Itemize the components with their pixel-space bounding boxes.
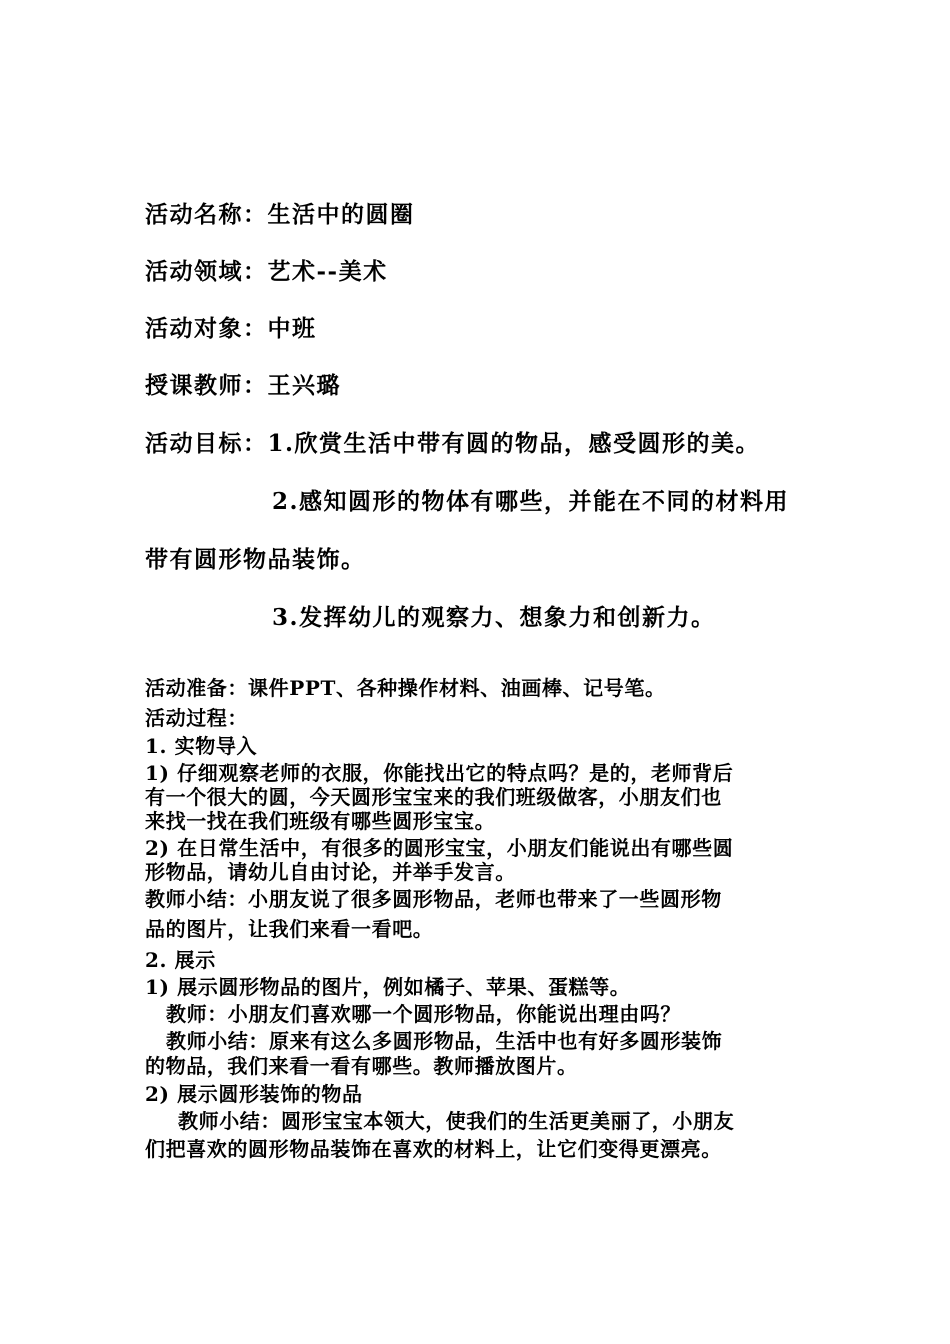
- section-2-final-summary-line-1: 教师小结：圆形宝宝本领大，使我们的生活更美丽了，小朋友: [178, 1109, 735, 1133]
- section-1-summary-line-1: 教师小结：小朋友说了很多圆形物品，老师也带来了一些圆形物: [145, 887, 722, 911]
- section-1-item-1-line-1: 1) 仔细观察老师的衣服，你能找出它的特点吗？是的，老师背后: [145, 761, 734, 785]
- section-1-item-1-line-2: 有一个很大的圆，今天圆形宝宝来的我们班级做客，小朋友们也: [145, 785, 722, 809]
- goal-3: 3.发挥幼儿的观察力、想象力和创新力。: [272, 604, 716, 631]
- section-2-final-summary-line-2: 们把喜欢的圆形物品装饰在喜欢的材料上，让它们变得更漂亮。: [145, 1137, 722, 1161]
- section-2-summary-line-2: 的物品，我们来看一看有哪些。教师播放图片。: [145, 1054, 578, 1078]
- section-2-item-2: 2) 展示圆形装饰的物品: [145, 1082, 363, 1106]
- goal-2-line-2: 带有圆形物品装饰。: [145, 546, 366, 573]
- activity-domain: 活动领域：艺术--美术: [145, 258, 388, 285]
- section-1-item-1-line-3: 来找一找在我们班级有哪些圆形宝宝。: [145, 809, 496, 833]
- goal-1: 活动目标：1.欣赏生活中带有圆的物品，感受圆形的美。: [145, 430, 761, 457]
- activity-target: 活动对象：中班: [145, 315, 317, 342]
- goal-2-line-1: 2.感知圆形的物体有哪些，并能在不同的材料用: [272, 488, 790, 515]
- section-2-summary-line-1: 教师小结：原来有这么多圆形物品，生活中也有好多圆形装饰: [166, 1029, 723, 1053]
- activity-teacher: 授课教师：王兴璐: [145, 372, 341, 399]
- section-1-item-2-line-2: 形物品，请幼儿自由讨论，并举手发言。: [145, 860, 516, 884]
- section-1-title: 1. 实物导入: [145, 734, 258, 758]
- activity-name: 活动名称：生活中的圆圈: [145, 201, 415, 228]
- activity-process-heading: 活动过程：: [145, 706, 248, 730]
- activity-prep: 活动准备：课件PPT、各种操作材料、油画棒、记号笔。: [145, 676, 666, 700]
- section-1-summary-line-2: 品的图片，让我们来看一看吧。: [145, 917, 434, 941]
- section-2-item-1: 1) 展示圆形物品的图片，例如橘子、苹果、蛋糕等。: [145, 975, 631, 999]
- section-2-title: 2. 展示: [145, 948, 216, 972]
- section-1-item-2-line-1: 2) 在日常生活中，有很多的圆形宝宝，小朋友们能说出有哪些圆: [145, 836, 734, 860]
- section-2-teacher-question: 教师：小朋友们喜欢哪一个圆形物品，你能说出理由吗？: [166, 1002, 681, 1026]
